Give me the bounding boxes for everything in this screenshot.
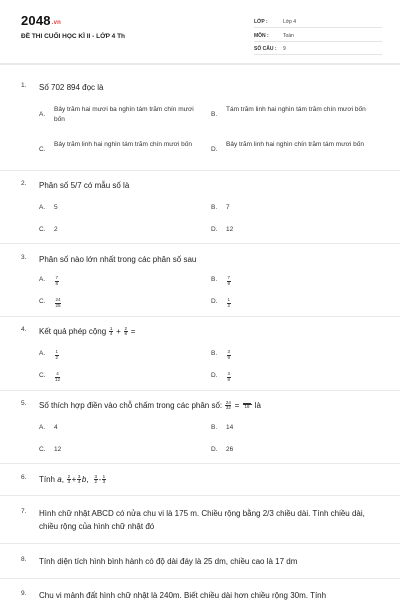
fraction: $\frac{2}{8}$	[124, 325, 128, 337]
divider	[0, 170, 400, 171]
site-logo: 2048.vn	[21, 13, 62, 28]
divider	[0, 390, 400, 391]
meta-count: SỐ CÂU : 9	[254, 44, 382, 55]
divider	[0, 243, 400, 244]
meta-class: LỚP : Lớp 4	[254, 17, 382, 28]
exam-page: 2048.vn ĐỀ THI CUỐI HỌC KÌ II - LỚP 4 Th LỚP : Lớp 4 MÔN : Toán SỐ CÂU : 9 1. Số 702 894 đọc là A. Bảy trăm hai mươi ba nghìn tám trăm chín mươi bốn B. Tám trăm linh hai nghìn tám trăm chín mươi bốn C. Bảy trăm linh hai nghìn tám trăm chín mươi bốn D. Bảy trăm linh hai nghìn chín trăm tám mươi bốn 2. Phân số 5/7 có mẫu số là A. 5 B. 7 C. 2 D. 12 3. Phân số nào lớn nhất trong các phân số sau A. $\frac{7}{8}$ B. $\frac{7}{9}$ C. $\frac{24}{25}$ D. $\frac{1}{2}$ 4. Kết quả phép cộng $\frac{1}{4}$ + $\frac{2}{8}$ = A. $\frac{1}{2}$ B. $\frac{3}{9}$ C. $\frac{4}{12}$ D. $\frac{3}{8}$ 5. Số thích hợp điền vào chỗ chấm trong các phân số: $\frac{24}{32}$ = 16 là A. 4 B. 14 C. 12 D. 26 6. Tính a, $\frac{2}{3}$ + $\frac{3}{4}$ b, $\frac{3}{2}$ - $\frac{1}{3}$ 7. Hình chữ nhật ABCD có nửa chu vi là 175 m. Chiều rộng bằng 2/3 chiều dài. Tính chiều dài, chiều rộng của hình chữ nhật đó 8. Tính diện tích hình bình hành có độ dài đáy là 25 dm, chiều cao là 17 dm 9. Chu vi mảnh đất hình chữ nhật là 240m. Biết chiều dài hơn chiều rộng 30m. Tính	[0, 0, 400, 600]
fraction: $\frac{1}{2}$	[55, 349, 59, 360]
fraction: $\frac{7}{9}$	[227, 275, 231, 286]
fraction: $\frac{3}{8}$	[227, 371, 231, 382]
fraction: $\frac{24}{25}$	[55, 297, 61, 308]
divider	[0, 578, 400, 579]
header-divider	[0, 63, 400, 65]
fraction: $\frac{1}{4}$	[109, 325, 113, 337]
divider	[0, 316, 400, 317]
fraction: $\frac{2}{3}$	[67, 473, 71, 485]
exam-title: ĐỀ THI CUỐI HỌC KÌ II - LỚP 4 Th	[21, 33, 126, 40]
fraction: $\frac{24}{32}$	[225, 399, 231, 411]
fraction: $\frac{3}{4}$	[77, 473, 81, 485]
fraction: $\frac{1}{3}$	[102, 473, 106, 485]
meta-subject: MÔN : Toán	[254, 31, 382, 42]
fraction: $\frac{3}{2}$	[94, 473, 97, 485]
fraction: 16	[244, 403, 250, 409]
divider	[0, 463, 400, 464]
fraction: $\frac{1}{2}$	[227, 297, 231, 308]
fraction: $\frac{7}{8}$	[55, 275, 59, 286]
divider	[0, 543, 400, 544]
fraction: $\frac{3}{9}$	[227, 349, 231, 360]
exam-header	[0, 0, 400, 60]
divider	[0, 495, 400, 496]
fraction: $\frac{4}{12}$	[55, 371, 61, 382]
